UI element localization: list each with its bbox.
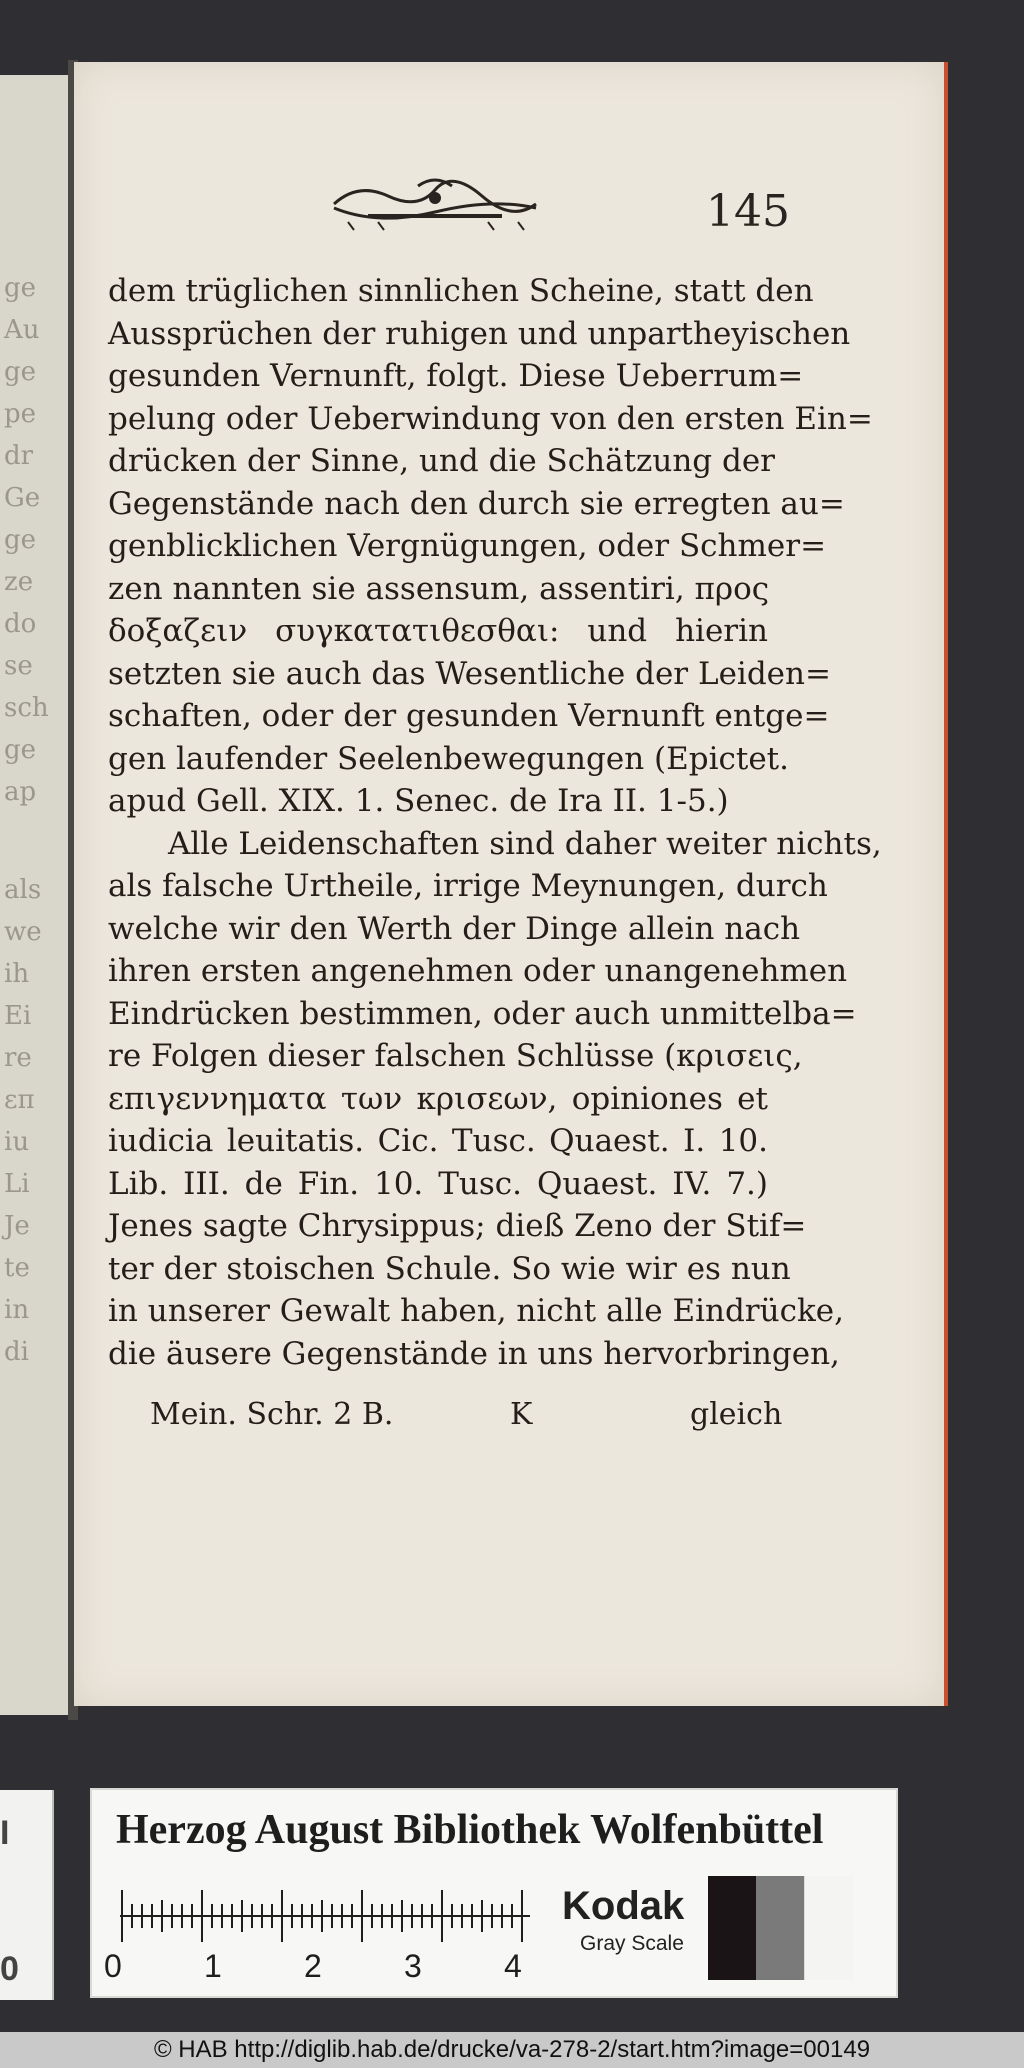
text-line: setzten sie auch das Wesentliche der Leiden= xyxy=(108,655,831,692)
ruler-number: 1 xyxy=(204,1948,222,1984)
signature-mark: K xyxy=(510,1397,533,1432)
text-line: in unserer Gewalt haben, nicht alle Eindrücke, xyxy=(108,1293,844,1329)
previous-page-edge: ge Au ge pe dr Ge ge ze do se sch ge ap als we ih Ei re επ iu Li Je te in di xyxy=(0,75,70,1715)
text-line: επιγεννηματα των κρισεων, opiniones et xyxy=(108,1080,768,1117)
color-calibration-target xyxy=(90,1788,898,1998)
swatch-gray xyxy=(756,1876,804,1980)
ruler-number: 3 xyxy=(404,1948,422,1984)
swatch-white xyxy=(804,1876,853,1980)
ruler-number: 2 xyxy=(304,1948,322,1984)
text-line: iudicia leuitatis. Cic. Tusc. Quaest. I. 10. xyxy=(108,1123,768,1159)
catchword: gleich xyxy=(690,1397,783,1432)
text-line: gen laufender Seelenbewegungen (Epictet. xyxy=(108,740,789,777)
ruler-scale-icon xyxy=(120,1886,540,1946)
signature-label: Mein. Schr. 2 B. xyxy=(150,1397,394,1432)
text-line: als falsche Urtheile, irrige Meynungen, durch xyxy=(108,868,828,904)
ruler-number: 0 xyxy=(104,1948,122,1984)
brand-name: Kodak xyxy=(562,1884,685,1928)
text-line: Eindrücken bestimmen, oder auch unmittelba= xyxy=(108,995,857,1032)
text-line: pelung oder Ueberwindung von den ersten Ein= xyxy=(108,400,873,437)
text-line: Alle Leidenschaften sind daher weiter nichts, xyxy=(168,825,882,862)
text-line: δοξαζειν συγκατατιθεσθαι: und hierin xyxy=(108,613,768,649)
text-line: re Folgen dieser falschen Schlüsse (κρισεις, xyxy=(108,1038,803,1074)
page-footer xyxy=(150,1397,783,1439)
text-line: genblicklichen Vergnügungen, oder Schmer= xyxy=(108,528,827,564)
gray-scale-label: Gray Scale xyxy=(580,1932,684,1955)
swatch-black xyxy=(708,1876,756,1980)
headpiece-ornament-icon xyxy=(328,176,542,232)
text-line: Aussprüchen der ruhigen und unpartheyischen xyxy=(108,315,851,352)
copyright-bar xyxy=(0,2032,1024,2068)
text-line: dem trüglichen sinnlichen Scheine, statt den xyxy=(108,273,814,309)
left-color-target-edge: I 0 xyxy=(0,1790,54,2000)
library-name: Herzog August Bibliothek Wolfenbüttel xyxy=(116,1807,824,1853)
text-line: ter der stoischen Schule. So wie wir es nun xyxy=(108,1250,791,1287)
text-line: drücken der Sinne, und die Schätzung der xyxy=(108,443,775,479)
text-line: welche wir den Werth der Dinge allein nach xyxy=(108,910,801,947)
text-line: Lib. III. de Fin. 10. Tusc. Quaest. IV. 7.) xyxy=(108,1165,768,1202)
text-line: gesunden Vernunft, folgt. Diese Ueberrum= xyxy=(108,358,804,394)
text-line: Jenes sagte Chrysippus; dieß Zeno der Stif= xyxy=(108,1208,807,1244)
text-line: Gegenstände nach den durch sie erregten au= xyxy=(108,485,845,522)
text-line: zen nannten sie assensum, assentiri, προς xyxy=(108,570,770,607)
text-line: schaften, oder der gesunden Vernunft entge= xyxy=(108,698,830,734)
text-line: ihren ersten angenehmen oder unangenehmen xyxy=(108,953,848,989)
text-line: apud Gell. XIX. 1. Senec. de Ira II. 1-5.) xyxy=(108,783,729,819)
ruler-numbers xyxy=(104,1948,542,1984)
page-number: 145 xyxy=(706,186,790,237)
ruler-number: 4 xyxy=(504,1948,522,1984)
text-line: die äusere Gegenstände in uns hervorbringen, xyxy=(108,1335,840,1372)
copyright-caption: © HAB http://diglib.hab.de/drucke/va-278-2/start.htm?image=00149 xyxy=(153,2036,871,2063)
